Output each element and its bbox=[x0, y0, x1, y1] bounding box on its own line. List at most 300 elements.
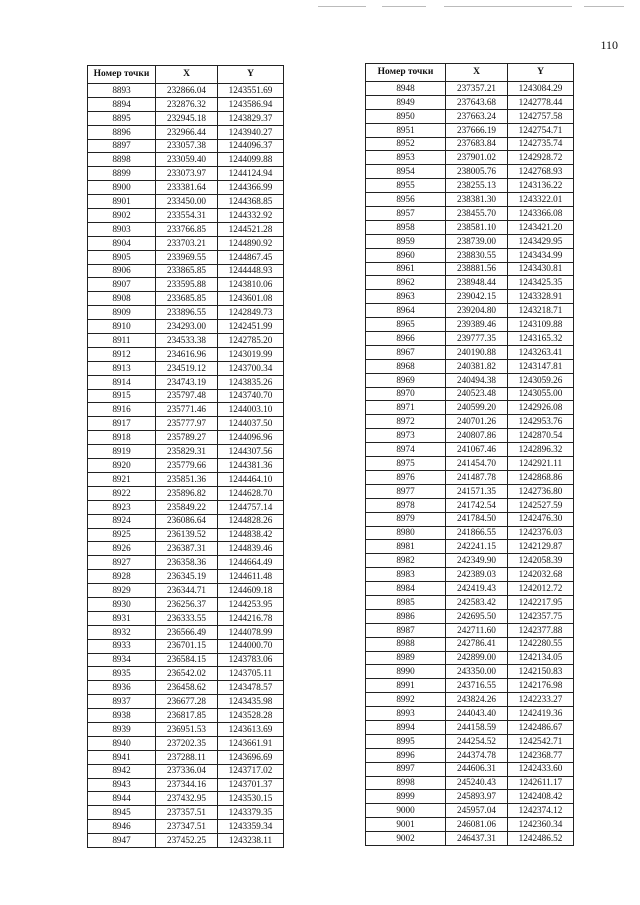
table-row bbox=[366, 762, 574, 776]
y-coordinate-cell: 1244664.49 bbox=[218, 556, 284, 570]
x-coordinate-cell: 236256.37 bbox=[156, 597, 218, 611]
y-coordinate-cell: 1242433.60 bbox=[508, 762, 574, 776]
table-row bbox=[88, 153, 284, 167]
x-coordinate-cell: 237683.84 bbox=[446, 137, 508, 151]
x-coordinate-cell: 238881.56 bbox=[446, 262, 508, 276]
x-coordinate-cell: 236677.28 bbox=[156, 695, 218, 709]
page-number: 110 bbox=[600, 38, 618, 52]
point-number-cell: 8908 bbox=[88, 292, 156, 306]
x-coordinate-cell: 233554.31 bbox=[156, 209, 218, 223]
x-coordinate-cell: 243716.55 bbox=[446, 679, 508, 693]
point-number-cell: 8919 bbox=[88, 445, 156, 459]
x-coordinate-cell: 241742.54 bbox=[446, 498, 508, 512]
x-coordinate-cell: 237432.95 bbox=[156, 792, 218, 806]
table-row bbox=[88, 181, 284, 195]
x-coordinate-cell: 241487.78 bbox=[446, 470, 508, 484]
table-row bbox=[366, 595, 574, 609]
x-coordinate-cell: 244374.78 bbox=[446, 748, 508, 762]
y-coordinate-cell: 1244037.50 bbox=[218, 417, 284, 431]
point-number-cell: 8967 bbox=[366, 345, 446, 359]
x-coordinate-cell: 234616.96 bbox=[156, 347, 218, 361]
point-number-cell: 8986 bbox=[366, 609, 446, 623]
x-coordinate-cell: 236139.52 bbox=[156, 528, 218, 542]
x-coordinate-cell: 238948.44 bbox=[446, 276, 508, 290]
x-coordinate-cell: 238005.76 bbox=[446, 165, 508, 179]
y-coordinate-cell: 1242374.12 bbox=[508, 804, 574, 818]
table-row bbox=[88, 264, 284, 278]
table-row bbox=[88, 639, 284, 653]
table-row bbox=[88, 778, 284, 792]
point-number-cell: 8939 bbox=[88, 722, 156, 736]
x-coordinate-cell: 246081.06 bbox=[446, 818, 508, 832]
y-coordinate-cell: 1244307.56 bbox=[218, 445, 284, 459]
x-coordinate-cell: 233381.64 bbox=[156, 181, 218, 195]
x-coordinate-cell: 237288.11 bbox=[156, 750, 218, 764]
x-coordinate-cell: 238255.13 bbox=[446, 179, 508, 193]
x-coordinate-cell: 237336.04 bbox=[156, 764, 218, 778]
y-coordinate-cell: 1242785.20 bbox=[218, 334, 284, 348]
x-coordinate-cell: 233766.85 bbox=[156, 222, 218, 236]
y-coordinate-cell: 1242870.54 bbox=[508, 429, 574, 443]
point-number-cell: 8994 bbox=[366, 720, 446, 734]
x-coordinate-cell: 244158.59 bbox=[446, 720, 508, 734]
table-row bbox=[366, 804, 574, 818]
y-coordinate-cell: 1243055.00 bbox=[508, 387, 574, 401]
table-row bbox=[366, 207, 574, 221]
table-header-row bbox=[88, 66, 284, 84]
coordinates-table-right bbox=[365, 63, 574, 846]
point-number-cell: 8945 bbox=[88, 806, 156, 820]
point-number-cell: 8938 bbox=[88, 709, 156, 723]
point-number-cell: 8944 bbox=[88, 792, 156, 806]
table-row bbox=[88, 389, 284, 403]
point-number-cell: 8933 bbox=[88, 639, 156, 653]
x-coordinate-cell: 245893.97 bbox=[446, 790, 508, 804]
point-number-cell: 8947 bbox=[88, 834, 156, 848]
y-coordinate-cell: 1242527.59 bbox=[508, 498, 574, 512]
table-row bbox=[366, 651, 574, 665]
x-coordinate-cell: 242711.60 bbox=[446, 623, 508, 637]
table-row bbox=[366, 526, 574, 540]
table-row bbox=[366, 401, 574, 415]
point-number-cell: 8958 bbox=[366, 220, 446, 234]
point-number-cell: 9001 bbox=[366, 818, 446, 832]
y-coordinate-cell: 1242012.72 bbox=[508, 582, 574, 596]
y-coordinate-cell: 1242849.73 bbox=[218, 306, 284, 320]
y-coordinate-cell: 1243835.26 bbox=[218, 375, 284, 389]
table-row bbox=[88, 764, 284, 778]
y-coordinate-cell: 1244003.10 bbox=[218, 403, 284, 417]
table-row bbox=[88, 834, 284, 848]
point-number-cell: 8930 bbox=[88, 597, 156, 611]
table-row bbox=[88, 250, 284, 264]
table-row bbox=[88, 347, 284, 361]
y-coordinate-cell: 1243783.06 bbox=[218, 653, 284, 667]
table-row bbox=[88, 111, 284, 125]
point-number-cell: 8899 bbox=[88, 167, 156, 181]
x-coordinate-cell: 240599.20 bbox=[446, 401, 508, 415]
x-coordinate-cell: 235771.46 bbox=[156, 403, 218, 417]
table-row bbox=[88, 611, 284, 625]
point-number-cell: 8991 bbox=[366, 679, 446, 693]
point-number-cell: 8949 bbox=[366, 95, 446, 109]
table-row bbox=[88, 625, 284, 639]
table-row bbox=[88, 222, 284, 236]
y-coordinate-cell: 1243810.06 bbox=[218, 278, 284, 292]
table-row bbox=[366, 665, 574, 679]
y-coordinate-cell: 1244448.93 bbox=[218, 264, 284, 278]
y-coordinate-cell: 1242419.36 bbox=[508, 707, 574, 721]
header-point-number: Номер точки bbox=[88, 66, 156, 84]
table-row bbox=[88, 528, 284, 542]
point-number-cell: 8971 bbox=[366, 401, 446, 415]
table-row bbox=[88, 431, 284, 445]
table-row bbox=[88, 472, 284, 486]
y-coordinate-cell: 1243430.81 bbox=[508, 262, 574, 276]
table-row bbox=[88, 514, 284, 528]
y-coordinate-cell: 1244099.88 bbox=[218, 153, 284, 167]
point-number-cell: 8927 bbox=[88, 556, 156, 570]
y-coordinate-cell: 1243551.69 bbox=[218, 84, 284, 98]
table-row bbox=[366, 234, 574, 248]
header-x: X bbox=[446, 64, 508, 82]
x-coordinate-cell: 236086.64 bbox=[156, 514, 218, 528]
point-number-cell: 8921 bbox=[88, 472, 156, 486]
table-row bbox=[366, 470, 574, 484]
x-coordinate-cell: 243350.00 bbox=[446, 665, 508, 679]
y-coordinate-cell: 1244611.48 bbox=[218, 570, 284, 584]
x-coordinate-cell: 233073.97 bbox=[156, 167, 218, 181]
y-coordinate-cell: 1243059.26 bbox=[508, 373, 574, 387]
x-coordinate-cell: 235797.48 bbox=[156, 389, 218, 403]
point-number-cell: 8997 bbox=[366, 762, 446, 776]
y-coordinate-cell: 1242376.03 bbox=[508, 526, 574, 540]
y-coordinate-cell: 1243322.01 bbox=[508, 193, 574, 207]
point-number-cell: 8912 bbox=[88, 347, 156, 361]
point-number-cell: 8969 bbox=[366, 373, 446, 387]
table-row bbox=[88, 709, 284, 723]
y-coordinate-cell: 1242754.71 bbox=[508, 123, 574, 137]
scan-artifact-line bbox=[444, 6, 572, 7]
y-coordinate-cell: 1244096.37 bbox=[218, 139, 284, 153]
y-coordinate-cell: 1242542.71 bbox=[508, 734, 574, 748]
table-row bbox=[366, 582, 574, 596]
point-number-cell: 8925 bbox=[88, 528, 156, 542]
y-coordinate-cell: 1244366.99 bbox=[218, 181, 284, 195]
y-coordinate-cell: 1242377.88 bbox=[508, 623, 574, 637]
y-coordinate-cell: 1243530.15 bbox=[218, 792, 284, 806]
x-coordinate-cell: 233059.40 bbox=[156, 153, 218, 167]
y-coordinate-cell: 1243940.27 bbox=[218, 125, 284, 139]
point-number-cell: 8896 bbox=[88, 125, 156, 139]
point-number-cell: 8916 bbox=[88, 403, 156, 417]
point-number-cell: 8893 bbox=[88, 84, 156, 98]
x-coordinate-cell: 245957.04 bbox=[446, 804, 508, 818]
point-number-cell: 8910 bbox=[88, 320, 156, 334]
y-coordinate-cell: 1244124.94 bbox=[218, 167, 284, 181]
point-number-cell: 9000 bbox=[366, 804, 446, 818]
y-coordinate-cell: 1243359.34 bbox=[218, 820, 284, 834]
y-coordinate-cell: 1244216.78 bbox=[218, 611, 284, 625]
table-row bbox=[366, 498, 574, 512]
x-coordinate-cell: 245240.43 bbox=[446, 776, 508, 790]
x-coordinate-cell: 242241.15 bbox=[446, 540, 508, 554]
y-coordinate-cell: 1243421.20 bbox=[508, 220, 574, 234]
x-coordinate-cell: 242389.03 bbox=[446, 568, 508, 582]
x-coordinate-cell: 233703.21 bbox=[156, 236, 218, 250]
x-coordinate-cell: 236458.62 bbox=[156, 681, 218, 695]
header-y: Y bbox=[218, 66, 284, 84]
point-number-cell: 8946 bbox=[88, 820, 156, 834]
table-row bbox=[88, 570, 284, 584]
x-coordinate-cell: 234293.00 bbox=[156, 320, 218, 334]
x-coordinate-cell: 236344.71 bbox=[156, 584, 218, 598]
y-coordinate-cell: 1243238.11 bbox=[218, 834, 284, 848]
point-number-cell: 8968 bbox=[366, 359, 446, 373]
point-number-cell: 8999 bbox=[366, 790, 446, 804]
table-row bbox=[88, 375, 284, 389]
y-coordinate-cell: 1242735.74 bbox=[508, 137, 574, 151]
table-row bbox=[366, 262, 574, 276]
table-row bbox=[366, 568, 574, 582]
y-coordinate-cell: 1244867.45 bbox=[218, 250, 284, 264]
table-row bbox=[88, 361, 284, 375]
table-row bbox=[88, 653, 284, 667]
y-coordinate-cell: 1243528.28 bbox=[218, 709, 284, 723]
table-row bbox=[366, 429, 574, 443]
point-number-cell: 8983 bbox=[366, 568, 446, 582]
y-coordinate-cell: 1244464.10 bbox=[218, 472, 284, 486]
x-coordinate-cell: 239204.80 bbox=[446, 304, 508, 318]
x-coordinate-cell: 235851.36 bbox=[156, 472, 218, 486]
table-row bbox=[366, 693, 574, 707]
point-number-cell: 8915 bbox=[88, 389, 156, 403]
x-coordinate-cell: 232876.32 bbox=[156, 97, 218, 111]
x-coordinate-cell: 232966.44 bbox=[156, 125, 218, 139]
x-coordinate-cell: 235829.31 bbox=[156, 445, 218, 459]
x-coordinate-cell: 233685.85 bbox=[156, 292, 218, 306]
point-number-cell: 8906 bbox=[88, 264, 156, 278]
y-coordinate-cell: 1243084.29 bbox=[508, 82, 574, 96]
point-number-cell: 8904 bbox=[88, 236, 156, 250]
x-coordinate-cell: 237347.51 bbox=[156, 820, 218, 834]
y-coordinate-cell: 1242486.52 bbox=[508, 832, 574, 846]
y-coordinate-cell: 1242928.72 bbox=[508, 151, 574, 165]
x-coordinate-cell: 234533.38 bbox=[156, 334, 218, 348]
table-row bbox=[88, 417, 284, 431]
x-coordinate-cell: 238381.30 bbox=[446, 193, 508, 207]
x-coordinate-cell: 236701.15 bbox=[156, 639, 218, 653]
x-coordinate-cell: 242695.50 bbox=[446, 609, 508, 623]
x-coordinate-cell: 233450.00 bbox=[156, 195, 218, 209]
x-coordinate-cell: 238739.00 bbox=[446, 234, 508, 248]
x-coordinate-cell: 234743.19 bbox=[156, 375, 218, 389]
y-coordinate-cell: 1242129.87 bbox=[508, 540, 574, 554]
x-coordinate-cell: 234519.12 bbox=[156, 361, 218, 375]
y-coordinate-cell: 1242736.80 bbox=[508, 484, 574, 498]
y-coordinate-cell: 1242921.11 bbox=[508, 457, 574, 471]
y-coordinate-cell: 1242357.75 bbox=[508, 609, 574, 623]
table-row bbox=[88, 736, 284, 750]
point-number-cell: 8911 bbox=[88, 334, 156, 348]
table-row bbox=[366, 748, 574, 762]
table-row bbox=[88, 84, 284, 98]
y-coordinate-cell: 1242486.67 bbox=[508, 720, 574, 734]
x-coordinate-cell: 237663.24 bbox=[446, 109, 508, 123]
table-body-left bbox=[88, 84, 284, 848]
y-coordinate-cell: 1243263.41 bbox=[508, 345, 574, 359]
table-row bbox=[88, 486, 284, 500]
y-coordinate-cell: 1243829.37 bbox=[218, 111, 284, 125]
scan-artifact-line bbox=[382, 6, 426, 7]
point-number-cell: 8984 bbox=[366, 582, 446, 596]
point-number-cell: 8985 bbox=[366, 595, 446, 609]
y-coordinate-cell: 1243109.88 bbox=[508, 318, 574, 332]
x-coordinate-cell: 241784.50 bbox=[446, 512, 508, 526]
point-number-cell: 8998 bbox=[366, 776, 446, 790]
y-coordinate-cell: 1242134.05 bbox=[508, 651, 574, 665]
point-number-cell: 8918 bbox=[88, 431, 156, 445]
x-coordinate-cell: 242349.90 bbox=[446, 554, 508, 568]
point-number-cell: 8980 bbox=[366, 526, 446, 540]
table-row bbox=[88, 209, 284, 223]
table-row bbox=[88, 542, 284, 556]
y-coordinate-cell: 1244828.26 bbox=[218, 514, 284, 528]
point-number-cell: 8990 bbox=[366, 665, 446, 679]
y-coordinate-cell: 1244521.28 bbox=[218, 222, 284, 236]
point-number-cell: 8900 bbox=[88, 181, 156, 195]
point-number-cell: 8951 bbox=[366, 123, 446, 137]
x-coordinate-cell: 236358.36 bbox=[156, 556, 218, 570]
table-row bbox=[88, 792, 284, 806]
table-row bbox=[366, 290, 574, 304]
table-row bbox=[88, 750, 284, 764]
y-coordinate-cell: 1244332.92 bbox=[218, 209, 284, 223]
table-row bbox=[88, 820, 284, 834]
table-row bbox=[88, 167, 284, 181]
table-row bbox=[88, 292, 284, 306]
coordinates-table-left bbox=[87, 65, 284, 848]
y-coordinate-cell: 1243701.37 bbox=[218, 778, 284, 792]
table-row bbox=[88, 403, 284, 417]
table-row bbox=[366, 220, 574, 234]
x-coordinate-cell: 238830.55 bbox=[446, 248, 508, 262]
point-number-cell: 8907 bbox=[88, 278, 156, 292]
y-coordinate-cell: 1243586.94 bbox=[218, 97, 284, 111]
x-coordinate-cell: 233896.55 bbox=[156, 306, 218, 320]
point-number-cell: 8935 bbox=[88, 667, 156, 681]
table-row bbox=[88, 195, 284, 209]
x-coordinate-cell: 232945.18 bbox=[156, 111, 218, 125]
x-coordinate-cell: 244254.52 bbox=[446, 734, 508, 748]
y-coordinate-cell: 1243613.69 bbox=[218, 722, 284, 736]
x-coordinate-cell: 242419.43 bbox=[446, 582, 508, 596]
point-number-cell: 8913 bbox=[88, 361, 156, 375]
y-coordinate-cell: 1242476.30 bbox=[508, 512, 574, 526]
table-row bbox=[88, 306, 284, 320]
point-number-cell: 8931 bbox=[88, 611, 156, 625]
table-row bbox=[88, 667, 284, 681]
scan-artifact-line bbox=[318, 6, 366, 7]
y-coordinate-cell: 1243136.22 bbox=[508, 179, 574, 193]
point-number-cell: 8976 bbox=[366, 470, 446, 484]
x-coordinate-cell: 240701.26 bbox=[446, 415, 508, 429]
point-number-cell: 8988 bbox=[366, 637, 446, 651]
y-coordinate-cell: 1244757.14 bbox=[218, 500, 284, 514]
point-number-cell: 8965 bbox=[366, 318, 446, 332]
x-coordinate-cell: 233057.38 bbox=[156, 139, 218, 153]
x-coordinate-cell: 236584.15 bbox=[156, 653, 218, 667]
header-point-number: Номер точки bbox=[366, 64, 446, 82]
table-row bbox=[88, 125, 284, 139]
x-coordinate-cell: 239042.15 bbox=[446, 290, 508, 304]
x-coordinate-cell: 243824.26 bbox=[446, 693, 508, 707]
x-coordinate-cell: 235896.82 bbox=[156, 486, 218, 500]
point-number-cell: 8989 bbox=[366, 651, 446, 665]
header-y: Y bbox=[508, 64, 574, 82]
point-number-cell: 8975 bbox=[366, 457, 446, 471]
y-coordinate-cell: 1243218.71 bbox=[508, 304, 574, 318]
point-number-cell: 8959 bbox=[366, 234, 446, 248]
table-header-row bbox=[366, 64, 574, 82]
point-number-cell: 8902 bbox=[88, 209, 156, 223]
point-number-cell: 8929 bbox=[88, 584, 156, 598]
point-number-cell: 8952 bbox=[366, 137, 446, 151]
table-row bbox=[88, 97, 284, 111]
x-coordinate-cell: 238455.70 bbox=[446, 207, 508, 221]
table-row bbox=[366, 95, 574, 109]
point-number-cell: 8966 bbox=[366, 332, 446, 346]
table-row bbox=[88, 695, 284, 709]
table-row bbox=[366, 734, 574, 748]
y-coordinate-cell: 1242360.34 bbox=[508, 818, 574, 832]
point-number-cell: 8956 bbox=[366, 193, 446, 207]
header-x: X bbox=[156, 66, 218, 84]
table-row bbox=[366, 345, 574, 359]
point-number-cell: 8978 bbox=[366, 498, 446, 512]
table-row bbox=[366, 179, 574, 193]
x-coordinate-cell: 233865.85 bbox=[156, 264, 218, 278]
x-coordinate-cell: 237666.19 bbox=[446, 123, 508, 137]
point-number-cell: 8903 bbox=[88, 222, 156, 236]
point-number-cell: 8943 bbox=[88, 778, 156, 792]
table-row bbox=[88, 681, 284, 695]
y-coordinate-cell: 1243478.57 bbox=[218, 681, 284, 695]
point-number-cell: 8897 bbox=[88, 139, 156, 153]
table-row bbox=[366, 790, 574, 804]
table-row bbox=[366, 720, 574, 734]
y-coordinate-cell: 1243717.02 bbox=[218, 764, 284, 778]
table-row bbox=[366, 443, 574, 457]
x-coordinate-cell: 241571.35 bbox=[446, 484, 508, 498]
table-row bbox=[366, 637, 574, 651]
table-row bbox=[88, 459, 284, 473]
x-coordinate-cell: 237344.16 bbox=[156, 778, 218, 792]
x-coordinate-cell: 241067.46 bbox=[446, 443, 508, 457]
x-coordinate-cell: 235779.66 bbox=[156, 459, 218, 473]
x-coordinate-cell: 237452.25 bbox=[156, 834, 218, 848]
x-coordinate-cell: 237202.35 bbox=[156, 736, 218, 750]
table-row bbox=[366, 457, 574, 471]
table-row bbox=[366, 82, 574, 96]
point-number-cell: 9002 bbox=[366, 832, 446, 846]
point-number-cell: 8970 bbox=[366, 387, 446, 401]
y-coordinate-cell: 1242408.42 bbox=[508, 790, 574, 804]
y-coordinate-cell: 1242611.17 bbox=[508, 776, 574, 790]
x-coordinate-cell: 236542.02 bbox=[156, 667, 218, 681]
y-coordinate-cell: 1242058.39 bbox=[508, 554, 574, 568]
y-coordinate-cell: 1244890.92 bbox=[218, 236, 284, 250]
